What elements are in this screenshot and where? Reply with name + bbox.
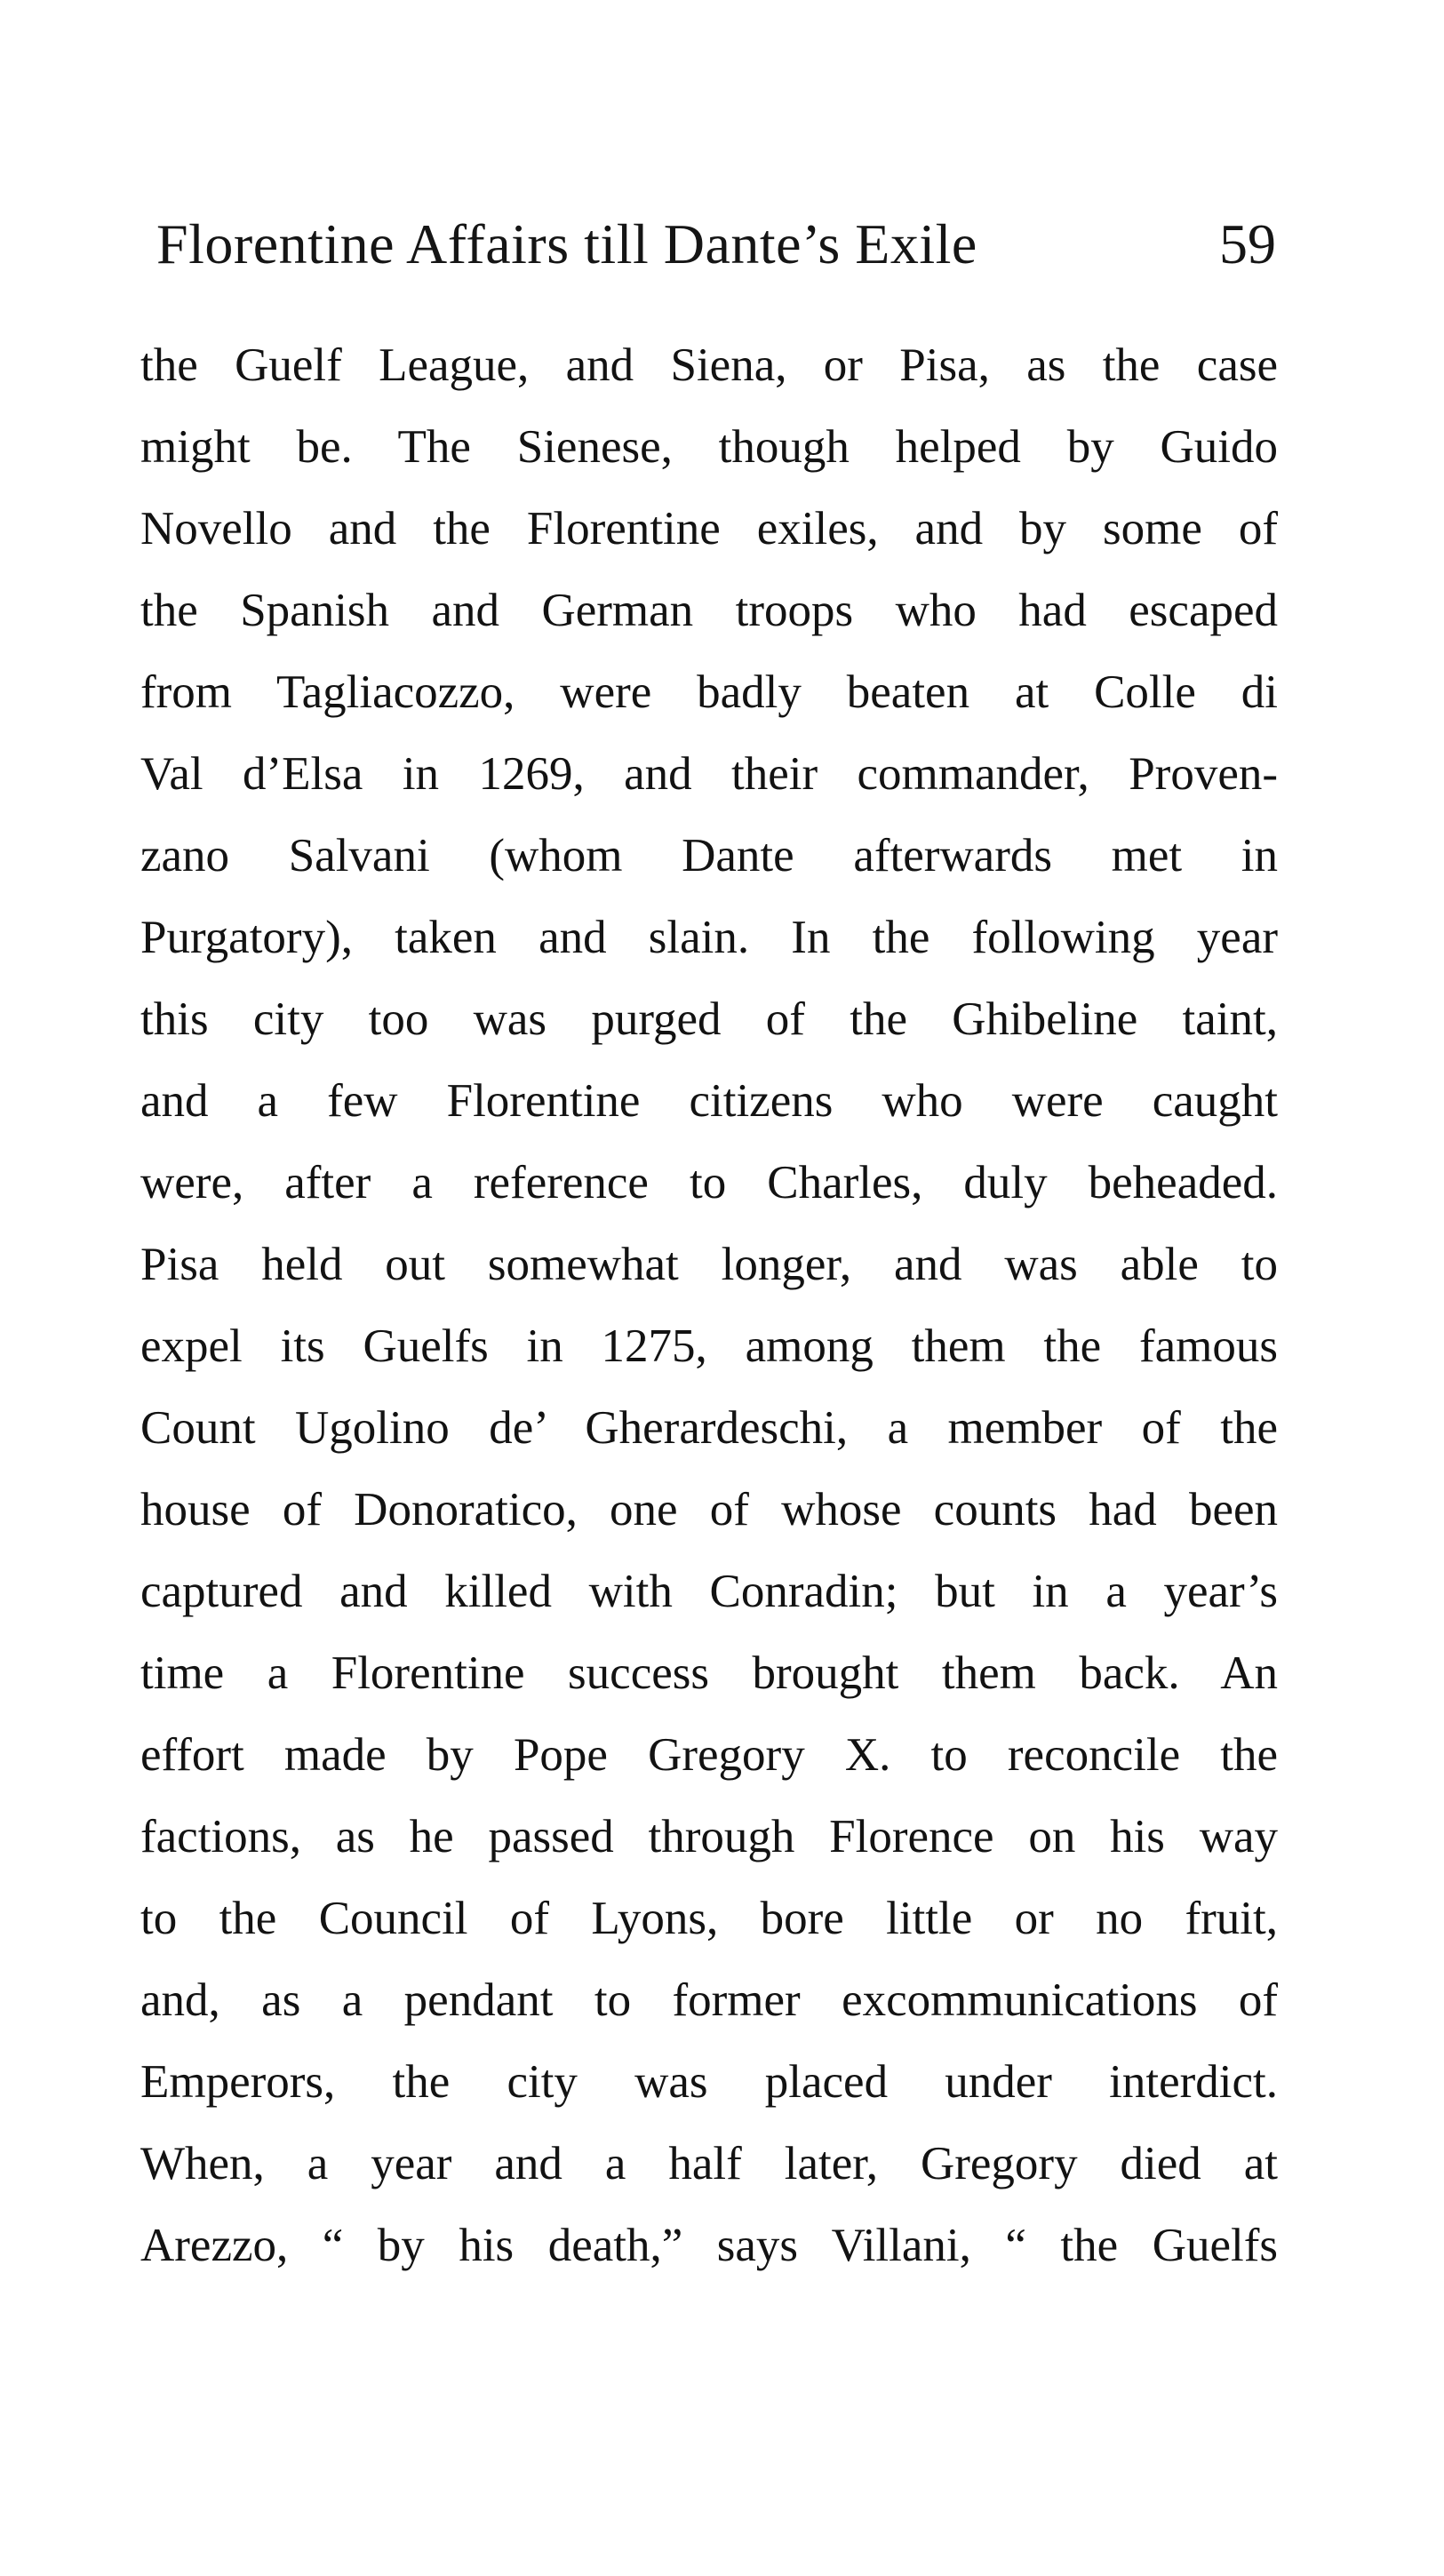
- text-line: Pisa held out somewhat longer, and was able to: [140, 1239, 1278, 1290]
- text-line: Purgatory), taken and slain. In the following year: [140, 912, 1278, 963]
- text-line: Val d’Elsa in 1269, and their commander, Proven-: [140, 748, 1278, 800]
- text-line: Emperors, the city was placed under interdict.: [140, 2056, 1278, 2108]
- page-number: 59: [1219, 212, 1276, 275]
- text-line: time a Florentine success brought them back. An: [140, 1647, 1278, 1699]
- text-line: and a few Florentine citizens who were caught: [140, 1075, 1278, 1127]
- body-text: [140, 324, 1278, 2286]
- text-line: When, a year and a half later, Gregory died at: [140, 2138, 1278, 2189]
- text-line: Arezzo, “ by his death,” says Villani, “ the Guelfs: [140, 2220, 1278, 2271]
- text-line: Count Ugolino de’ Gherardeschi, a member of the: [140, 1402, 1278, 1454]
- text-line: might be. The Sienese, though helped by Guido: [140, 421, 1278, 473]
- text-line: captured and killed with Conradin; but in a year’s: [140, 1566, 1278, 1617]
- running-head: [156, 209, 1276, 280]
- text-line: were, after a reference to Charles, duly beheaded.: [140, 1157, 1278, 1208]
- text-line: the Guelf League, and Siena, or Pisa, as the case: [140, 339, 1278, 391]
- running-head-title: Florentine Affairs till Dante’s Exile: [156, 212, 977, 275]
- text-line: expel its Guelfs in 1275, among them the famous: [140, 1320, 1278, 1372]
- text-line: and, as a pendant to former excommunications of: [140, 1974, 1278, 2026]
- text-line: this city too was purged of the Ghibeline taint,: [140, 993, 1278, 1045]
- text-line: to the Council of Lyons, bore little or no fruit,: [140, 1893, 1278, 1944]
- text-line: house of Donoratico, one of whose counts had been: [140, 1484, 1278, 1535]
- text-line: the Spanish and German troops who had escaped: [140, 585, 1278, 636]
- text-line: zano Salvani (whom Dante afterwards met in: [140, 830, 1278, 881]
- text-line: effort made by Pope Gregory X. to reconcile the: [140, 1729, 1278, 1781]
- text-line: factions, as he passed through Florence on his way: [140, 1811, 1278, 1862]
- text-line: Novello and the Florentine exiles, and by some of: [140, 503, 1278, 554]
- text-line: from Tagliacozzo, were badly beaten at Colle di: [140, 666, 1278, 718]
